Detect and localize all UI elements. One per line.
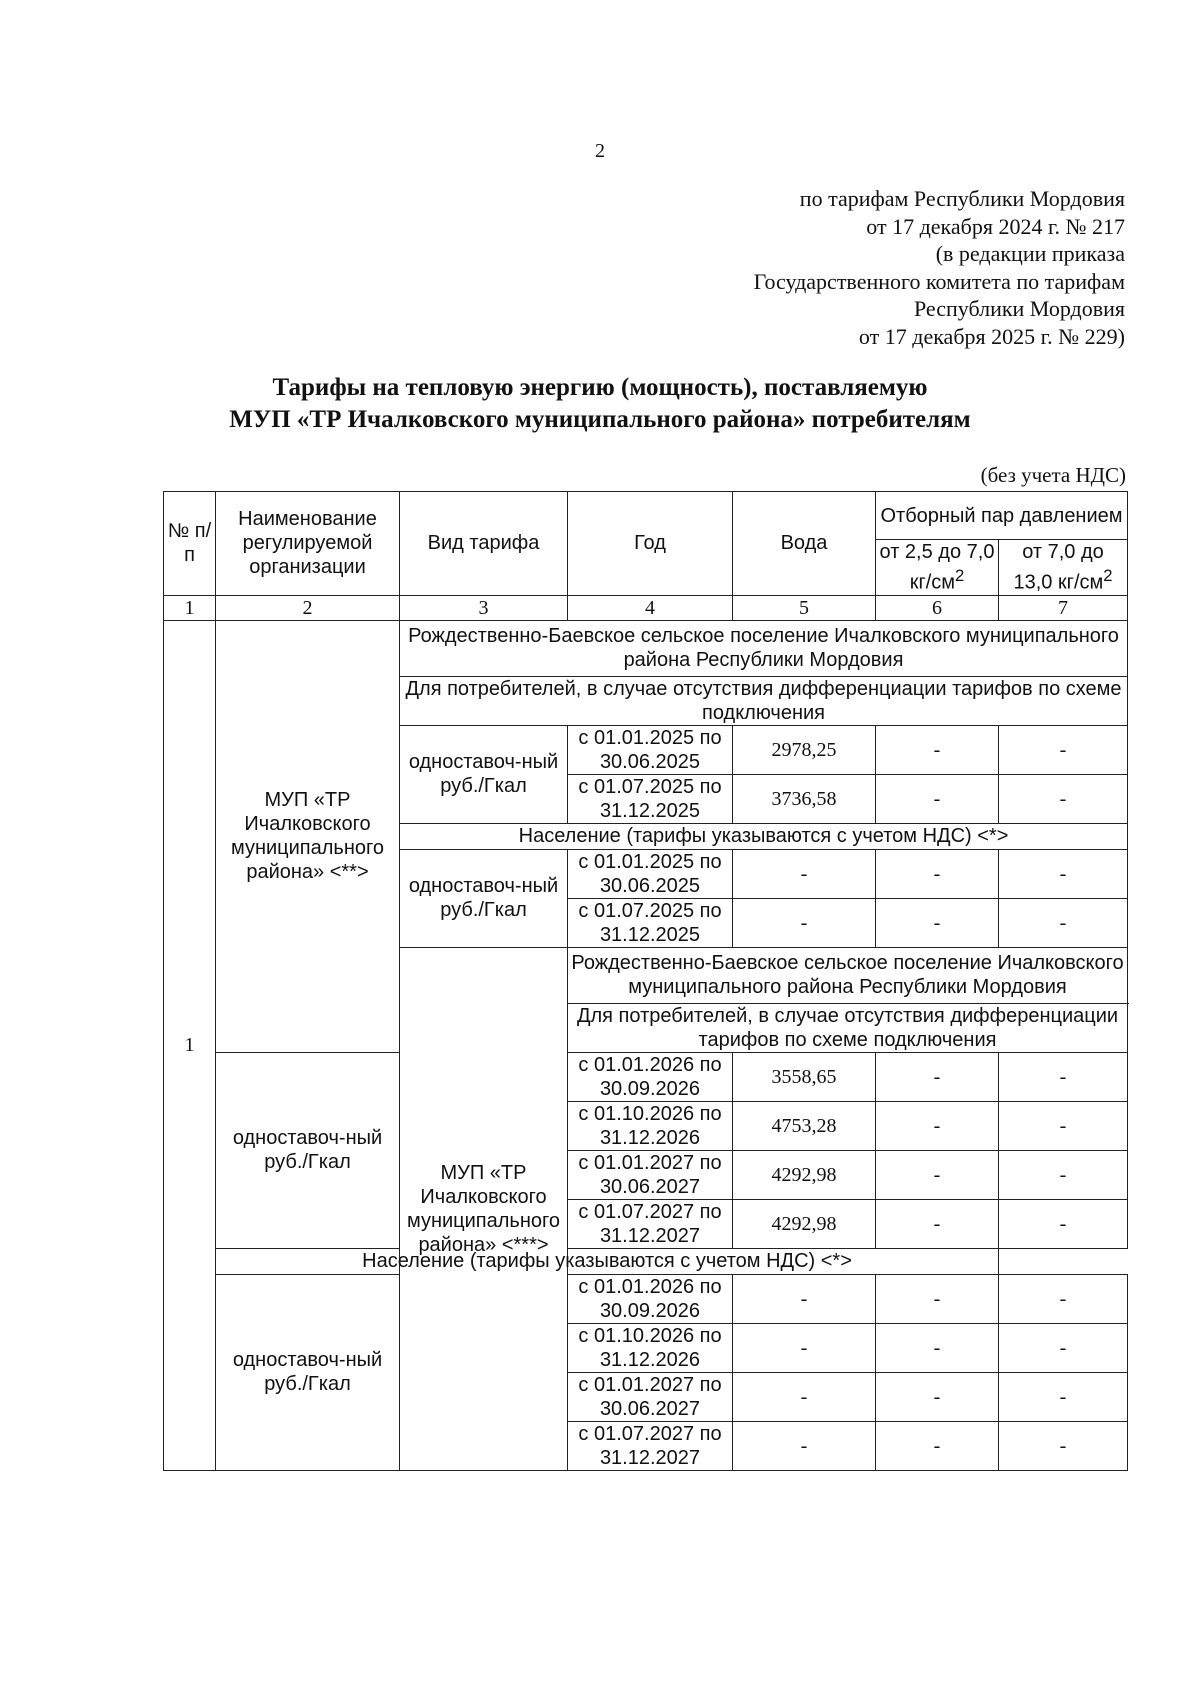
steam-low-value: -	[876, 898, 999, 947]
steam-low-value: -	[876, 1421, 999, 1470]
water-value: -	[733, 898, 876, 947]
steam-high-value: -	[999, 849, 1128, 898]
header-row	[164, 492, 1128, 540]
period: с 01.01.2025 по 30.06.2025	[568, 725, 733, 774]
period: с 01.01.2025 по 30.06.2025	[568, 849, 733, 898]
superscript: 2	[955, 566, 965, 585]
period: с 01.10.2026 по 31.12.2026	[568, 1323, 733, 1372]
document-header	[754, 185, 1125, 350]
tariff-type: одноставоч-ный руб./Гкал	[400, 849, 568, 947]
tax-note: (без учета НДС)	[980, 463, 1126, 487]
period: с 01.07.2027 по 31.12.2027	[568, 1421, 733, 1470]
col-number: 5	[733, 595, 876, 620]
col-number: 1	[164, 595, 216, 620]
superscript: 2	[1103, 566, 1113, 585]
steam-high-value: -	[999, 1101, 1128, 1150]
population-group: Население (тарифы указываются с учетом НДС) <*>	[216, 1248, 999, 1274]
steam-low-value: -	[876, 1101, 999, 1150]
steam-low-value: -	[876, 1372, 999, 1421]
col-header-year: Год	[568, 492, 733, 596]
header-line: от 17 декабря 2025 г. № 229)	[858, 323, 1125, 349]
period: с 01.07.2025 по 31.12.2025	[568, 898, 733, 947]
steam-low-label: от 2,5 до 7,0 кг/см	[879, 541, 995, 594]
tariff-type: одноставоч-ный руб./Гкал	[216, 1274, 400, 1470]
steam-high-label: от 7,0 до 13,0 кг/см	[1013, 541, 1104, 594]
steam-low-value: -	[876, 1052, 999, 1101]
header-line: Государственного комитета по тарифам	[753, 268, 1125, 294]
col-number: 3	[400, 595, 568, 620]
population-group: Население (тарифы указываются с учетом НДС) <*>	[400, 823, 1128, 849]
steam-high-value: -	[999, 1150, 1128, 1199]
steam-high-value: -	[999, 1052, 1128, 1101]
steam-low-value: -	[876, 1274, 999, 1323]
table-row	[164, 620, 1128, 676]
steam-low-value: -	[876, 725, 999, 774]
steam-low-value: -	[876, 1323, 999, 1372]
header-line: Республики Мордовия	[913, 296, 1125, 321]
water-value: -	[733, 849, 876, 898]
steam-high-value: -	[999, 1421, 1128, 1470]
tariff-type: одноставоч-ный руб./Гкал	[400, 725, 568, 823]
org-name: МУП «ТР Ичалковского муниципального района» <***>	[400, 947, 568, 1470]
steam-high-value: -	[999, 1323, 1128, 1372]
col-header-water: Вода	[733, 492, 876, 596]
settlement-name: Рождественно-Баевское сельское поселение Ичалковского муниципального района Республики Мордовия	[400, 620, 1128, 676]
steam-high-value: -	[999, 898, 1128, 947]
col-header-tariff-type: Вид тарифа	[400, 492, 568, 596]
steam-low-value: -	[876, 774, 999, 823]
table-row	[164, 1052, 1128, 1101]
period: с 01.01.2027 по 30.06.2027	[568, 1372, 733, 1421]
steam-low-value: -	[876, 1150, 999, 1199]
title-line: МУП «ТР Ичалковского муниципального района» потребителям	[229, 406, 971, 433]
header-line: от 17 декабря 2024 г. № 217	[866, 213, 1125, 239]
column-number-row	[164, 595, 1128, 620]
period: с 01.07.2027 по 31.12.2027	[568, 1199, 733, 1248]
org-name: МУП «ТР Ичалковского муниципального района» <**>	[216, 620, 400, 1052]
period: с 01.10.2026 по 31.12.2026	[568, 1101, 733, 1150]
steam-high-value: -	[999, 1274, 1128, 1323]
table-row	[164, 1248, 1128, 1274]
page-number: 2	[595, 140, 605, 162]
header-line: по тарифам Республики Мордовия	[799, 186, 1125, 211]
tariff-type: одноставоч-ный руб./Гкал	[216, 1052, 400, 1248]
document-title	[0, 372, 1200, 436]
steam-high-value: -	[999, 774, 1128, 823]
consumer-group: Для потребителей, в случае отсутствия дифференциации тарифов по схеме подключения	[400, 676, 1128, 725]
col-header-num: № п/п	[164, 492, 216, 596]
steam-low-value: -	[876, 1199, 999, 1248]
header-line: (в редакции приказа	[935, 241, 1125, 266]
period: с 01.01.2026 по 30.09.2026	[568, 1052, 733, 1101]
col-number: 2	[216, 595, 400, 620]
col-header-steam-low	[876, 540, 999, 596]
col-header-org: Наименование регулируемой организации	[216, 492, 400, 596]
water-value: 3558,65	[733, 1052, 876, 1101]
col-number: 7	[999, 595, 1128, 620]
consumer-group: Для потребителей, в случае отсутствия дифференциации тарифов по схеме подключения	[568, 1003, 1128, 1052]
steam-low-value: -	[876, 849, 999, 898]
water-value: 2978,25	[733, 725, 876, 774]
period: с 01.01.2026 по 30.09.2026	[568, 1274, 733, 1323]
water-value: 3736,58	[733, 774, 876, 823]
water-value: -	[733, 1421, 876, 1470]
row-number: 1	[164, 620, 216, 1470]
table-row	[164, 1274, 1128, 1323]
title-line: Тарифы на тепловую энергию (мощность), поставляемую	[272, 374, 928, 401]
water-value: -	[733, 1372, 876, 1421]
col-header-steam: Отборный пар давлением	[876, 492, 1128, 540]
period: с 01.07.2025 по 31.12.2025	[568, 774, 733, 823]
steam-high-value: -	[999, 1372, 1128, 1421]
tariff-table	[163, 491, 1128, 1471]
settlement-name: Рождественно-Баевское сельское поселение Ичалковского муниципального района Республики Мордовия	[568, 947, 1128, 1003]
col-header-steam-high	[999, 540, 1128, 596]
col-number: 4	[568, 595, 733, 620]
water-value: 4753,28	[733, 1101, 876, 1150]
water-value: 4292,98	[733, 1199, 876, 1248]
water-value: 4292,98	[733, 1150, 876, 1199]
col-number: 6	[876, 595, 999, 620]
steam-high-value: -	[999, 725, 1128, 774]
steam-high-value: -	[999, 1199, 1128, 1248]
water-value: -	[733, 1274, 876, 1323]
water-value: -	[733, 1323, 876, 1372]
period: с 01.01.2027 по 30.06.2027	[568, 1150, 733, 1199]
